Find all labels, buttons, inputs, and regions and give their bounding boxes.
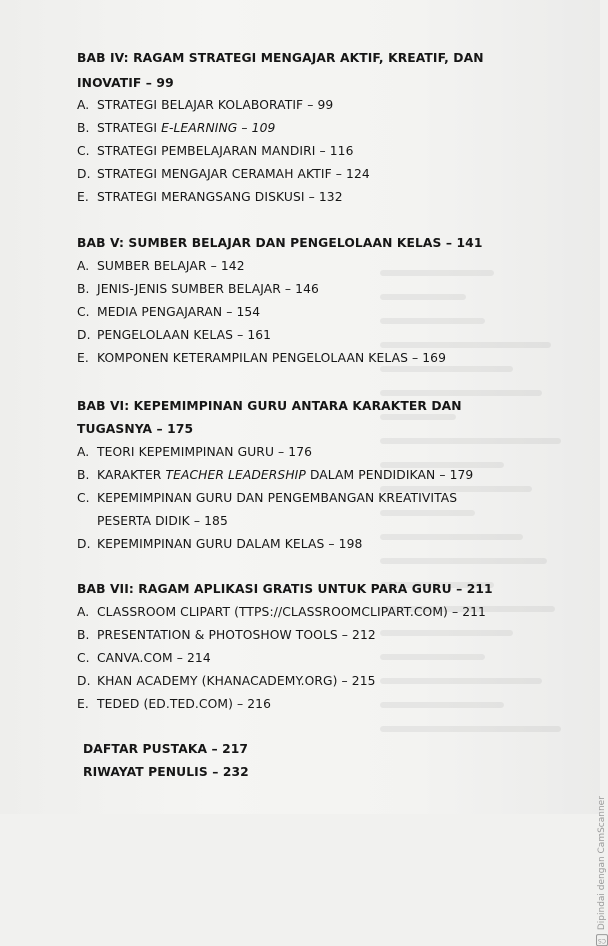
chapter-4-title-line-1: BAB IV: RAGAM STRATEGI MENGAJAR AKTIF, KREATIF, DAN [77,51,484,65]
item-text: TEORI KEPEMIMPINAN GURU – 176 [97,445,313,459]
chapter-7-item-a [77,604,486,620]
item-text: KOMPONEN KETERAMPILAN PENGELOLAAN KELAS – 169 [97,351,447,365]
item-text: STRATEGI MERANGSANG DISKUSI – 132 [97,190,343,204]
chapter-5-item-c [77,304,260,320]
item-letter: B. [77,282,90,296]
item-letter: C. [77,651,90,665]
chapter-5-item-a [77,258,245,274]
chapter-6-item-b [77,467,473,483]
chapter-5-item-d [77,327,271,343]
item-letter: A. [77,605,90,619]
chapter-5-item-e [77,350,446,366]
scanner-watermark-text: Dipindai dengan CamScanner [597,796,607,931]
item-text: STRATEGI [97,121,162,135]
item-text: PENGELOLAAN KELAS – 161 [97,328,272,342]
item-letter: A. [77,445,90,459]
chapter-4-item-b [77,120,275,136]
chapter-7-title: BAB VII: RAGAM APLIKASI GRATIS UNTUK PARA GURU – 211 [77,582,493,596]
item-letter: C. [77,305,90,319]
item-letter: C. [77,144,90,158]
item-text: SUMBER BELAJAR – 142 [97,259,245,273]
chapter-6-item-c [77,490,457,506]
item-letter: B. [77,468,90,482]
bibliography-entry: DAFTAR PUSTAKA – 217 [83,742,249,756]
chapter-7-item-b [77,627,376,643]
chapter-7-item-c [77,650,211,666]
item-text: TEDED (ED.TED.COM) – 216 [97,697,272,711]
item-text: PRESENTATION & PHOTOSHOW TOOLS – 212 [97,628,376,642]
chapter-6-title-line-1: BAB VI: KEPEMIMPINAN GURU ANTARA KARAKTER DAN [77,399,462,413]
chapter-7-item-d [77,673,376,689]
chapter-7-item-e [77,696,271,712]
item-letter: B. [77,628,90,642]
item-text-suffix: DALAM PENDIDIKAN – 179 [305,468,474,482]
item-letter: A. [77,259,90,273]
chapter-6-item-a [77,444,312,460]
chapter-4-item-d [77,166,370,182]
chapter-6-item-d [77,536,362,552]
item-text-italic: E-LEARNING – 109 [161,121,276,135]
item-letter: C. [77,491,90,505]
item-letter: D. [77,537,91,551]
item-text: STRATEGI BELAJAR KOLABORATIF – 99 [97,98,334,112]
item-text-italic: TEACHER LEADERSHIP [165,468,306,482]
item-letter: D. [77,674,91,688]
chapter-4-item-e [77,189,343,205]
chapter-5-title: BAB V: SUMBER BELAJAR DAN PENGELOLAAN KELAS – 141 [77,236,483,250]
item-letter: B. [77,121,90,135]
item-text: MEDIA PENGAJARAN – 154 [97,305,261,319]
chapter-6-item-c-continued: PESERTA DIDIK – 185 [97,514,228,528]
item-text: KARAKTER [97,468,166,482]
item-text: KHAN ACADEMY (KHANACADEMY.ORG) – 215 [97,674,376,688]
chapter-4-item-a [77,97,333,113]
chapter-5-item-b [77,281,319,297]
item-text: KEPEMIMPINAN GURU DALAM KELAS – 198 [97,537,363,551]
item-letter: E. [77,190,89,204]
item-letter: E. [77,351,89,365]
item-letter: A. [77,98,90,112]
item-letter: D. [77,328,91,342]
item-text: STRATEGI PEMBELAJARAN MANDIRI – 116 [97,144,354,158]
chapter-4-title-line-2: INOVATIF – 99 [77,76,174,90]
item-text: CLASSROOM CLIPART (TTPS://CLASSROOMCLIPART.COM) – 211 [97,605,486,619]
item-letter: D. [77,167,91,181]
chapter-4-item-c [77,143,354,159]
scanner-watermark [596,796,608,946]
author-biography-entry: RIWAYAT PENULIS – 232 [83,765,249,779]
camscanner-icon: CS [596,934,608,946]
item-text: CANVA.COM – 214 [97,651,211,665]
item-text: KEPEMIMPINAN GURU DAN PENGEMBANGAN KREATIVITAS [97,491,458,505]
chapter-6-title-line-2: TUGASNYA – 175 [77,422,194,436]
item-text: JENIS-JENIS SUMBER BELAJAR – 146 [97,282,319,296]
item-letter: E. [77,697,89,711]
item-text: STRATEGI MENGAJAR CERAMAH AKTIF – 124 [97,167,370,181]
